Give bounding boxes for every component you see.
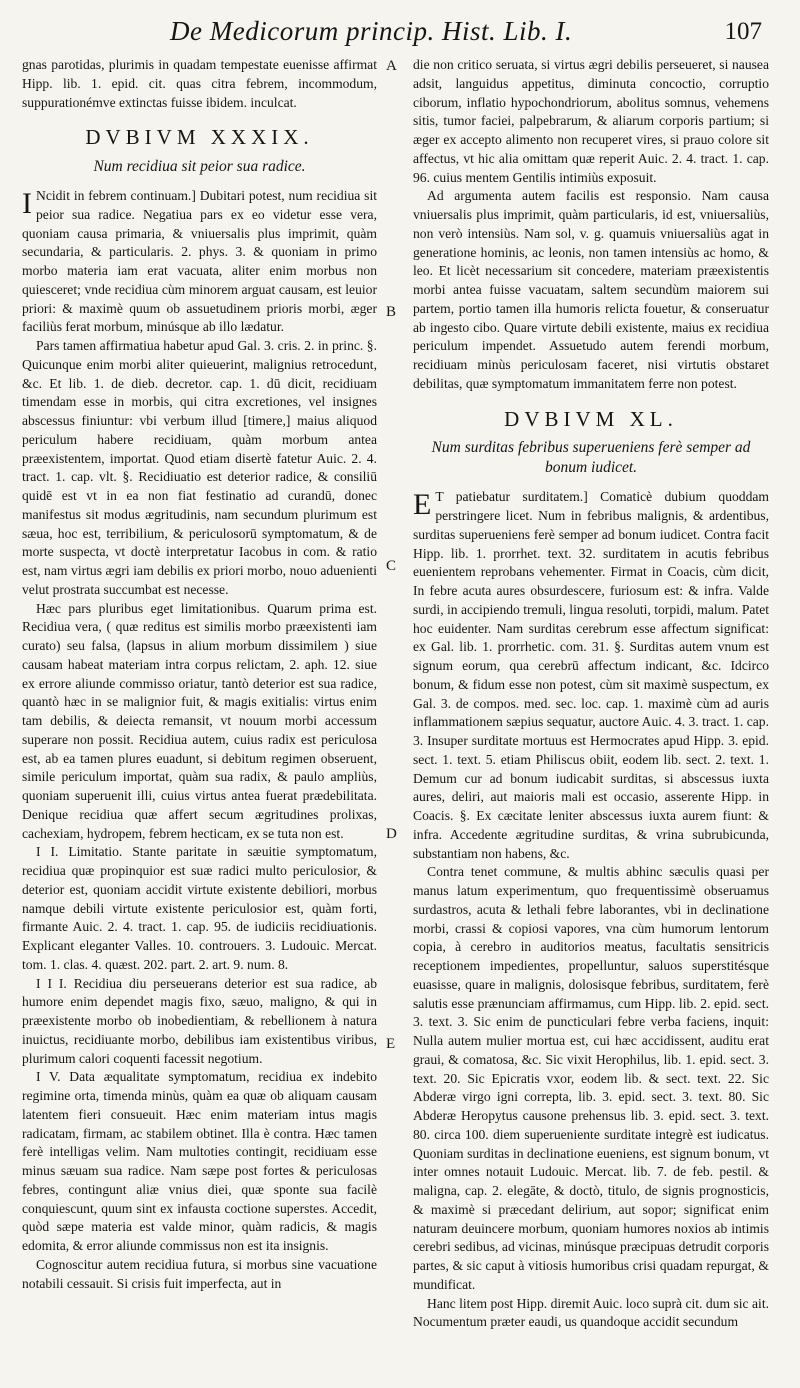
paragraph: gnas parotidas, plurimis in quadam tempestate euenisse affirmat Hipp. lib. 1. epid. cit. quas citra febrem, incommodum, suppurationémve extinctas fuisse ibidem. inculcat. — [22, 57, 377, 110]
running-title: De Medicorum princip. Hist. Lib. I. — [170, 16, 573, 46]
page-number: 107 — [724, 18, 762, 45]
paragraph: Ad argumenta autem facilis est responsio. Nam causa vniuersalis plus imprimit, quàm particularis, id est, vniuersaliùs, non verò intensiùs. Nam sol, v. g. quamuis vniuersaliùs agat in generatione hominis, ac leonis, non tamen intensiùs ac homo, & leo. Et licèt necessarium sit concedere, materiam præexistentis morbi antea fuisse vacuatam, saltem secundùm maiorem sui partem, portio tamen illa humoris relicta fouetur, & conseruatur ab ingesto cibo. Quare virtute debili existente, maius ex recidiua periculum impendet. Assuetudo autem ferendi morbum, recidiuam minùs periculosam faceret, nisi virtutis obstaret debilitas, quæ symptomatum immanitatem ferre non potest. — [413, 188, 769, 391]
section-subheading: Num surditas febribus superueniens ferè semper ad bonum iudicet. — [431, 439, 751, 477]
paragraph-text: T patiebatur surditatem.] Comaticè dubium quoddam perstringere licet. Num in febribus malignis, & ardentibus, surditas superueniens ferè semper ad bonum iudicet. Contra facit Hipp. lib. 1. prorrhet. text. 32. surditatem in acutis febribus euenientem reprobans vehementer. Firmat in Coacis, cùm dicit, In febre acuta aures obsurdescere, furiosum est: & infra. Valde surdi, in accipiendo tremuli, lingua resoluti, torpidi, malum. Patet hoc euidenter. Nam surditas cerebrum esse affectum significat: ex Gal. lib. 1. prorrhetic. com. 31. §. Surditas autem vnum est signum eorum, qua cerebrū affectum indicant, &c. Idcirco bonum, & fidum esse non potest, cùm sit maximè suspectum, ex Gal. 3. de compos. med. sec. loc. cap. 1. maximè cùm ad auris inflammationem sæpius sequatur, auctore Auic. 4. 3. tract. 1. cap. 3. Insuper surditate mortuus est Hermocrates apud Hipp. 3. epid. sect. 1. text. 5. etiam Philiscus obiit, eodem lib. sect. 2. text. 1. Demum cur ad bonum iudicabit surditas, si abscessus iuxta aures, deliri, aut maioris mali est occasio, asserente Hipp. in Coacis. §. Ex cæcitate leniter abscessus iuxta aurem fiunt: & infra. Accedente ægritudine surditas, & vrina subrubicunda, substantiam non habens, &c. — [413, 489, 770, 861]
margin-marker: E — [386, 1036, 396, 1052]
paragraph: I V. Data æqualitate symptomatum, recidiua ex indebito regimine orta, timenda minùs, quàm ea quæ ob aliquam causam latentem fieri consueuit. Hæc enim materiam intus magis radicatam, firmam, ac stabilem obtinet. Illa è contra. Hæc tamen ferè intelligas velim. Nam multoties contingit, recidiuam esse minus sæuam sua radice. Nam sæpe post fortes & periculosas febres, contingunt aliæ vnius diei, quæ sponte sua facilè conquiescunt, quum sint ex infausta coctione superstes. Accedit, quòd sæpe materia est valde minor, quàm radicis, & magis edomita, & error aliunde commissus non est ita insignis. — [22, 1069, 377, 1253]
margin-marker: A — [386, 58, 397, 74]
margin-marker: D — [386, 826, 397, 842]
paragraph-text: Ncidit in febrem continuam.] Dubitari potest, num recidiua sit peior sua radice. Negatiua pars ex eo videtur esse vera, quoniam causa primaria, & vniuersalis plus imprimit, quàm secundaria, & particularis. 2. phys. 3. & quoniam in primo morbo materia iam erat vacuata, aliter enim morbus non quiesceret; vnde recidiua cùm minorem arguat causam, est leuior priori: & maximè quum ob assuetudinem prioris morbi, æger faciliùs ferat morbum, minúsque ab illo lædatur. — [22, 188, 377, 335]
right-column — [413, 56, 769, 1332]
left-column — [22, 56, 377, 1293]
paragraph — [413, 488, 769, 863]
paragraph — [22, 187, 377, 337]
margin-marker: C — [386, 558, 397, 574]
section-heading: DVBIVM XL. — [504, 406, 678, 431]
margin-marker: B — [386, 304, 397, 320]
paragraph: Hanc litem post Hipp. diremit Auic. loco suprà cit. dum sic ait. Nocumentum præter eaudi, us quandoque accidit secundum — [413, 1295, 769, 1330]
paragraph: die non critico seruata, si virtus ægri debilis perseueret, si nausea adsit, languidus appetitus, diminuta concoctio, corruptio ciborum, inflatio hypochondriorum, abolitus somnus, vehemens sitis, tumor faciei, palpebrarum, & aliarum corporis partium; si æger ex accepto alimento non recuperet vires, si prauo colore sit affectus, vt hic alia omittam quæ reperit Auic. 2. 4. tract. 1. cap. 96. cuius mentem Gentilis intimiùs exposuit. — [413, 57, 769, 185]
section-subheading: Num recidiua sit peior sua radice. — [93, 158, 306, 175]
drop-cap: I — [22, 187, 32, 220]
running-header — [0, 14, 800, 52]
section-heading: DVBIVM XXXIX. — [85, 125, 314, 150]
paragraph: I I I. Recidiua diu perseuerans deterior est sua radice, ab humore enim dependet magis fixo, sæuo, maligno, & qui in præexistente morbo ob inobedientiam, & rebellionem à natura inuictus, recidiuante morbo, debilibus iam existentibus viribus, plurimum calori coquenti facessit negotium. — [22, 975, 377, 1066]
paragraph: Pars tamen affirmatiua habetur apud Gal. 3. cris. 2. in princ. §. Quicunque enim morbi aliter quieuerint, malignius retrocedunt, &c. Et lib. 1. de dieb. decretor. cap. 1. dū dicit, recidiuam timendam esse in morbis, qui citra excretiones, vel insignes abscessus finiuntur: vbi verbum illud [timere,] maius aliquod periculum habere recidiuam, quàm morbum antea præexistentem, importat. Quod etiam disertè fatetur Auic. 2. 4. tract. 1. cap. vlt. §. Recidiuatio est deterior radice, & consiliū quidē est vt in ea non fiat festinatio ad curandū, donec manifestus sit modus ægritudinis, nam secundum plurimum est sæua, hoc est, terribilium, & periculosorū symptomatum, & de morte suspecta, vt doctè interpretatur Iacobus in com. & ratio est, nam virtus ægri iam debilis ex priori morbo, nouo aduenienti velut prostrata succumbat est necesse. — [22, 338, 377, 597]
paragraph: Contra tenet commune, & multis abhinc sæculis quasi per manus latum experimentum, quo frequentissimè obseruamus surdastros, acuta & lethali febre laborantes, vbi in declinatione morbi, crassi & copiosi vapores, vna cùm humorum lentorum copia, à cerebro in auditorios meatus, facultatis sensitricis receptionem impedientes, propelluntur, saluos superstitésque euasisse, quare in malignis, dolosisque febribus, surditatem, ferè salutis esse prænunciam affirmamus, cum Hipp. lib. 2. epid. sect. 3. text. 3. Sic enim de puncticulari febre verba faciens, inquit: Nulla autem mulier mortua est, cui hæc accidissent, auditu erat graui, & comatosa, &c. Sic vixit Herophilus, lib. 1. epid. sect. 3. text. 20. Sic Epicratis vxor, eodem lib. & sect. text. 22. Sic Abderæ virgo igni correpta, lib. 3. epid. sect. 3. text. 80. Sic Abderæ Heropytus causone prehensus lib. 3. epid. sect. 3. text. 80. circa 100. diem superueniente surditate integrè est iudicatus. Quoniam surditas in declinatione eueniens, est signum bonum, vt inter omnes notauit Ludouic. Mercat. lib. 7. de feb. pestil. & maligna, cap. 2. elegāte, & doctò, titulo, de signis prognosticis, & maximè si præcedant delirium, aut sopor; significat enim naturam deuincere morbum, quoniam humores noxios ab intimis cerebri sedibus, ad vicinas, minúsque præcipuas detrudit corporis partes, & sic caput à vitiosis humoribus crisi quadam repurgat, & mundificat. — [413, 864, 769, 1292]
paragraph: I I. Limitatio. Stante paritate in sæuitie symptomatum, recidiua quæ propinquior est suæ radici multo periculosior, & deterior est, quoniam accidit virtute existente debiliori, morbus namque debili virtute existente periculosior est, quàm forti, firmante Auic. 2. 4. tract. 1. cap. 95. de iudiciis recidiuationis. Explicant eleganter Valles. 10. controuers. 3. Ludouic. Mercat. tom. 1. clas. 4. quæst. 202. part. 2. art. 9. num. 8. — [22, 844, 377, 972]
paragraph: Cognoscitur autem recidiua futura, si morbus sine vacuatione notabili cessauit. Si crisis fuit imperfecta, aut in — [22, 1256, 377, 1291]
drop-cap: E — [413, 488, 432, 522]
paragraph: Hæc pars pluribus eget limitationibus. Quarum prima est. Recidiua vera, ( quæ reditus est similis morbo præexistenti iam curato) seu falsa, (lapsus in alium morbum dissimilem ) siue causam habeat materiam intra corpus relictam, 2. aph. 12. siue ex errore aliunde commisso oriatur, tantò deterior est sua radice, quantò hæc in se malignior fuit, & magis exitialis: virtus enim tam debilis, & deiecta remansit, vt nouum morbi accessum superare non possit. Recidiua autem, cuius radix est periculosa est, ab ea tamen plures euadunt, si debitum regimen obseruent, simile periculum importat, quàm sua radix, & paulo ampliùs, quoniam superuenit illi, cuius virtus antea fuerat prædebilitata. Denique recidiua quæ affert secum ægritudines prolixas, cachexiam, hydropem, febrem hecticam, ex se tuta non est. — [22, 600, 377, 841]
